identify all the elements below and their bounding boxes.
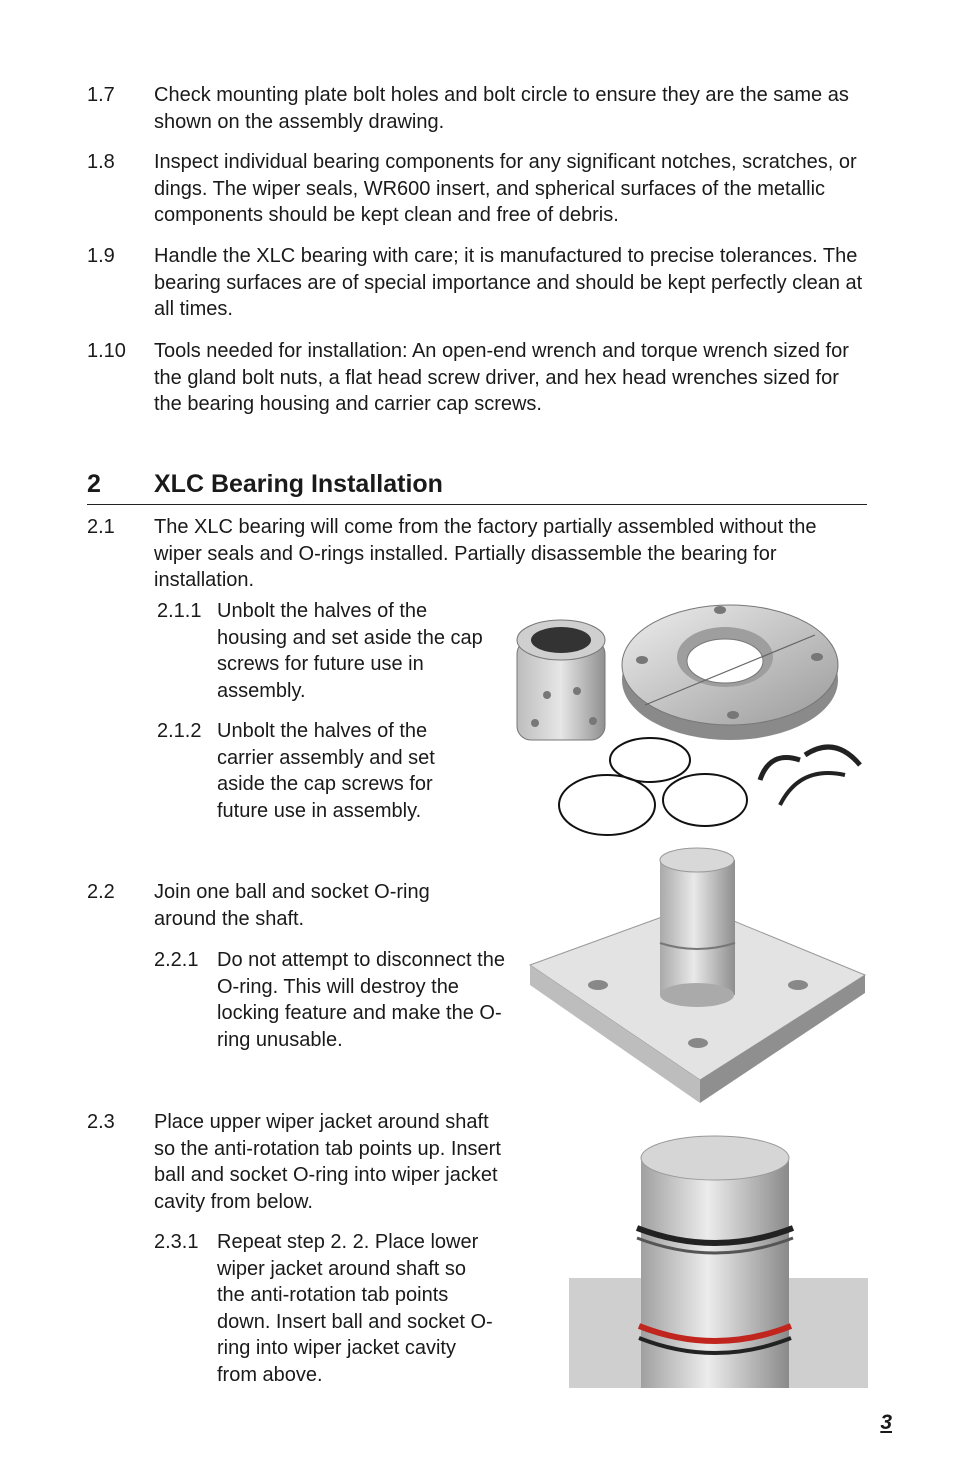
- section-number: 2: [87, 470, 101, 498]
- section-divider: [87, 504, 867, 505]
- step-number: 2.3: [87, 1111, 115, 1133]
- step-text: Join one ball and socket O-ring around the shaft.: [154, 881, 430, 930]
- item-text: Handle the XLC bearing with care; it is manufactured to precise tolerances. The bearing surfaces are of special importance and should be kept perfectly clean at all times.: [154, 245, 863, 320]
- step-text: Place upper wiper jacket around shaft so the anti-rotation tab points up. Insert ball and socket O-ring into wiper jacket cavity from below.: [154, 1111, 501, 1213]
- shaft-plate-illustration: [525, 845, 870, 1105]
- step-number: 2.1: [87, 516, 115, 538]
- substep-text: Unbolt the halves of the carrier assembly and set aside the cap screws for future use in assembly.: [217, 720, 435, 822]
- substep-number: 2.1.2: [157, 720, 202, 742]
- item-number: 1.8: [87, 151, 115, 173]
- substep-text: Do not attempt to disconnect the O-ring. This will destroy the locking feature and make the O-ring unusable.: [217, 949, 505, 1051]
- substep-number: 2.2.1: [154, 949, 199, 971]
- substep-text: Unbolt the halves of the housing and set aside the cap screws for future use in assembly.: [217, 600, 483, 702]
- substep-number: 2.1.1: [157, 600, 202, 622]
- substep-number: 2.3.1: [154, 1231, 199, 1253]
- item-text: Inspect individual bearing components for any significant notches, scratches, or dings. The wiper seals, WR600 insert, and spherical surfaces of the metallic components should be kept clean and free of debris.: [154, 151, 857, 226]
- section-title: XLC Bearing Installation: [154, 470, 443, 498]
- item-number: 1.10: [87, 340, 126, 362]
- step-number: 2.2: [87, 881, 115, 903]
- item-number: 1.9: [87, 245, 115, 267]
- item-text: Check mounting plate bolt holes and bolt circle to ensure they are the same as shown on the assembly drawing.: [154, 84, 849, 133]
- substep-text: Repeat step 2. 2. Place lower wiper jacket around shaft so the anti-rotation tab points down. Insert ball and socket O-ring into wiper jacket cavity from above.: [217, 1231, 493, 1386]
- step-text: The XLC bearing will come from the factory partially assembled without the wiper seals and O-rings installed. Partially disassemble the bearing for installation.: [154, 516, 817, 591]
- page-number: 3: [880, 1411, 892, 1434]
- bearing-components-illustration: [505, 595, 870, 840]
- item-number: 1.7: [87, 84, 115, 106]
- wiper-jacket-installation-illustration: [569, 1128, 868, 1388]
- item-text: Tools needed for installation: An open-end wrench and torque wrench sized for the gland bolt nuts, a flat head screw driver, and hex head wrenches sized for the bearing housing and carrier cap screws.: [154, 340, 849, 415]
